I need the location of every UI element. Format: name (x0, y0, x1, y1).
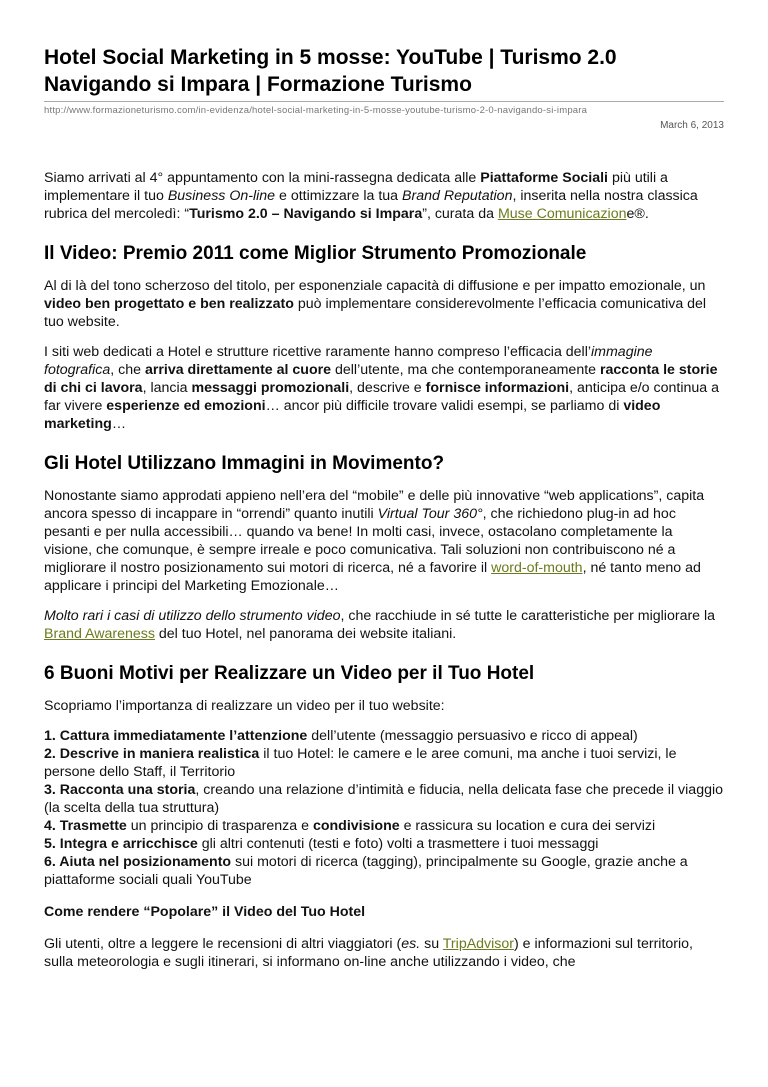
list-item: 3. Racconta una storia, creando una relazione d’intimità e fiducia, nella delicata fase che precede il viaggio (la scelta della tua struttura) (44, 782, 724, 816)
muse-comunicazione-link[interactable]: Muse Comunicazion (497, 206, 627, 222)
section3-heading: 6 Buoni Motivi per Realizzare un Video per il Tuo Hotel (44, 663, 535, 684)
list-item: 2. Descrive in maniera realistica il tuo Hotel: le camere e le aree comuni, ma anche i tuoi servizi, le persone dello Staff, il Territorio (44, 746, 677, 780)
section1-paragraph-2: I siti web dedicati a Hotel e strutture ricettive raramente hanno compreso l’efficacia dell’immagine fotografica, che arriva direttamente al cuore dell’utente, ma che contemporaneamente racconta le storie di chi ci lavora, lancia messaggi promozionali, descrive e fornisce informazioni, anticipa e/o continua a far vivere esperienze ed emozioni… ancor più difficile trovare validi esempi, se parliamo di video marketing… (44, 344, 719, 432)
section2-paragraph-2: Molto rari i casi di utilizzo dello strumento video, che racchiude in sé tutte le caratteristiche per migliorare la Brand Awareness del tuo Hotel, nel panorama dei website italiani. (44, 608, 716, 642)
tripadvisor-link[interactable]: TripAdvisor (442, 936, 515, 952)
intro-paragraph: Siamo arrivati al 4° appuntamento con la mini-rassegna dedicata alle Piattaforme Sociali più utili a implementare il tuo Business On-line e ottimizzare la tua Brand Reputation, inserita nella nostra classica rubrica del mercoledì: “Turismo 2.0 – Navigando si Impara”, curata da Muse Comunicazione®. (44, 170, 698, 222)
section1-paragraph-1: Al di là del tono scherzoso del titolo, per esponenziale capacità di diffusione e per impatto emozionale, un video ben progettato e ben realizzato può implementare considerevolmente l’efficacia comunicativa del tuo website. (44, 278, 707, 330)
list-item: 1. Cattura immediatamente l’attenzione dell’utente (messaggio persuasivo e ricco di appeal) (44, 728, 638, 744)
title-divider (44, 101, 724, 102)
popular-video-subheading: Come rendere “Popolare” il Video del Tuo Hotel (44, 904, 366, 920)
word-of-mouth-link[interactable]: word-of-mouth (491, 560, 583, 576)
section2-paragraph-1: Nonostante siamo approdati appieno nell’era del “mobile” e delle più innovative “web applications”, capita ancora spesso di incappare in “orrendi” quanto inutili Virtual Tour 360°, che richiedono plug-in ad hoc pesanti e per nulla accessibili… quando va bene! In molti casi, invece, ostacolano completamente la visione, che comunque, è sempre irreale e poco comunicativa. Tali soluzioni non contribuiscono né a migliorare il nostro posizionamento sui motori di ricerca, né a favorire il word-of-mouth, né tanto meno ad applicare i principi del Marketing Emozionale… (44, 488, 705, 594)
section3-intro: Scopriamo l’importanza di realizzare un video per il tuo website: (44, 698, 445, 714)
list-item: 6. Aiuta nel posizionamento sui motori di ricerca (tagging), principalmente su Google, grazie anche a piattaforme sociali quali YouTube (44, 854, 688, 888)
section1-heading: Il Video: Premio 2011 come Miglior Strumento Promozionale (44, 243, 587, 264)
list-item: 4. Trasmette un principio di trasparenza e condivisione e rassicura su location e cura dei servizi (44, 818, 656, 834)
article-body (44, 169, 724, 971)
publish-date: March 6, 2013 (660, 120, 724, 131)
reasons-list (44, 727, 724, 889)
list-item: 5. Integra e arricchisce gli altri contenuti (testi e foto) volti a trasmettere i tuoi messaggi (44, 836, 599, 852)
source-url: http://www.formazioneturismo.com/in-evidenza/hotel-social-marketing-in-5-mosse-youtube-turismo-2-0-navigando-si-impara (44, 105, 588, 116)
page-title: Hotel Social Marketing in 5 mosse: YouTube | Turismo 2.0 Navigando si Impara | Formazione Turismo (44, 46, 617, 96)
section2-heading: Gli Hotel Utilizzano Immagini in Movimento? (44, 453, 445, 474)
section3-last-paragraph: Gli utenti, oltre a leggere le recensioni di altri viaggiatori (es. su TripAdvisor) e informazioni sul territorio, sulla meteorologia e sugli itinerari, si informano on-line anche utilizzando i video, che (44, 936, 693, 970)
brand-awareness-link[interactable]: Brand Awareness (44, 626, 155, 642)
